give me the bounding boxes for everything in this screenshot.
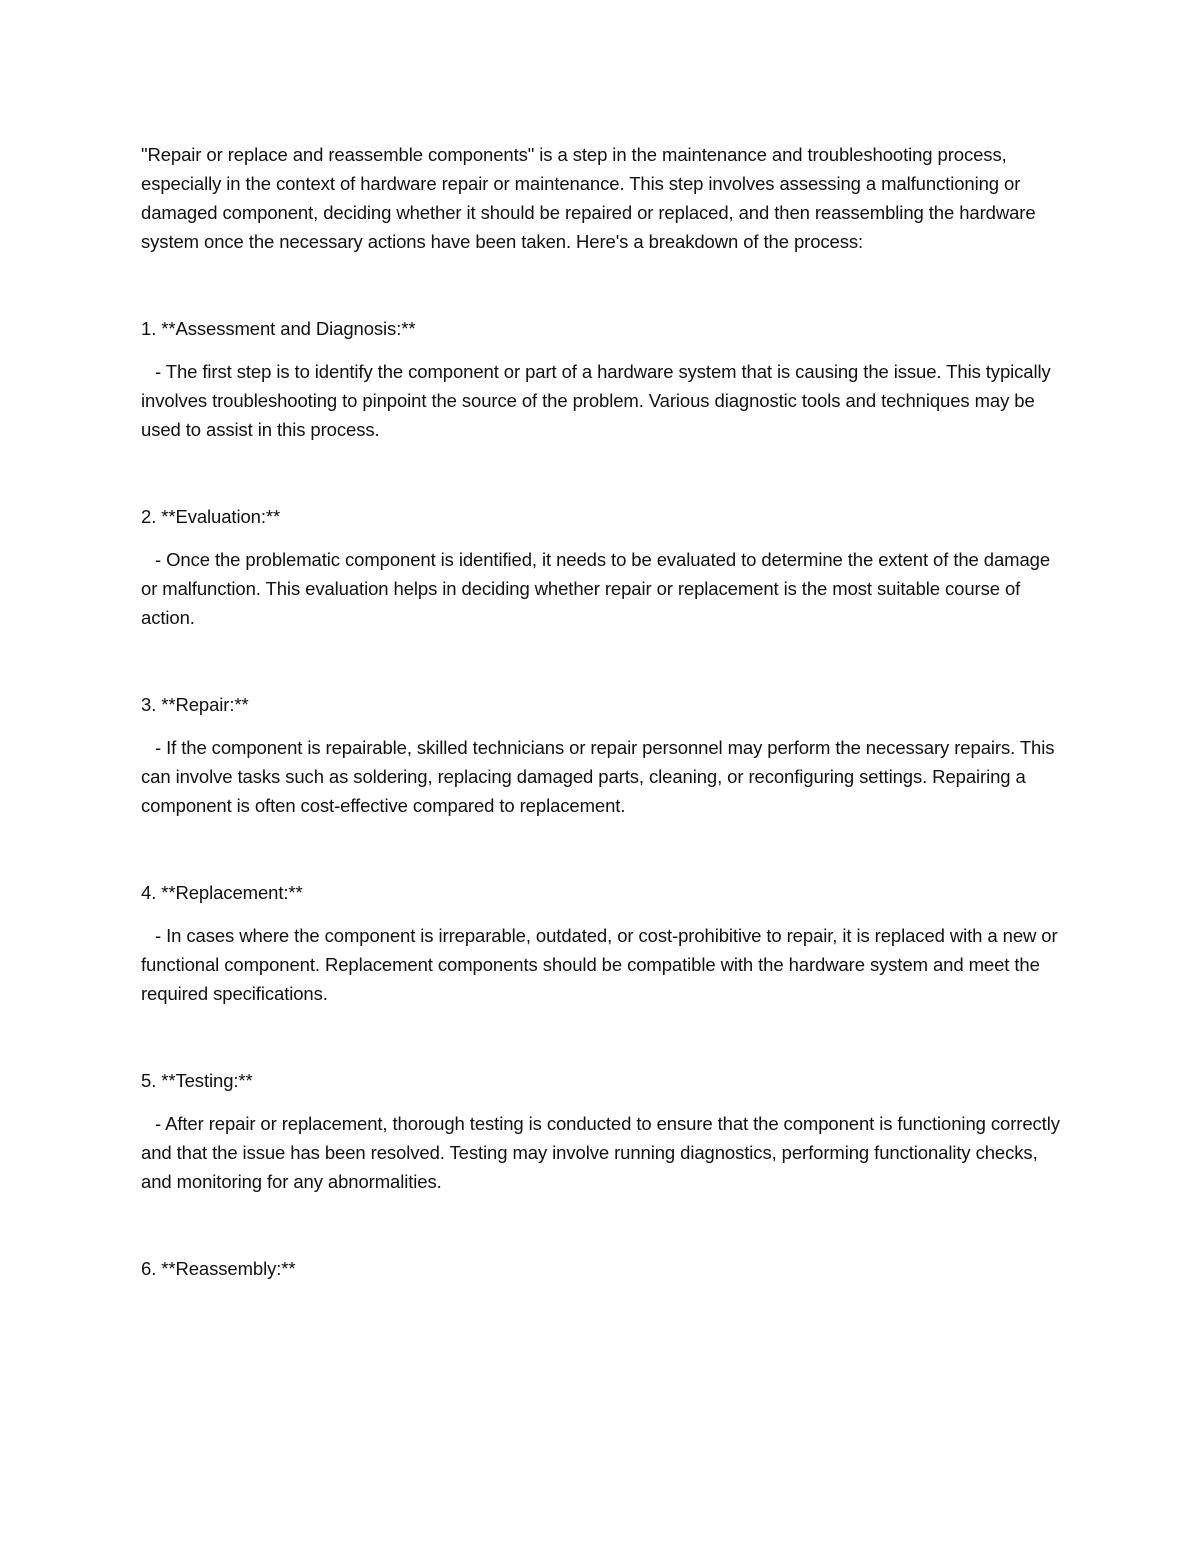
section-body: - After repair or replacement, thorough testing is conducted to ensure that the component is functioning correctly and that the issue has been resolved. Testing may involve running diagnostics, performing functionality checks, and monitoring for any abnormalities. (141, 1113, 1060, 1192)
section-heading: 5. **Testing:** (141, 1070, 253, 1091)
section-evaluation (141, 502, 1061, 632)
section-reassembly (141, 1254, 1061, 1283)
section-testing (141, 1066, 1061, 1196)
section-body: - The first step is to identify the component or part of a hardware system that is causing the issue. This typically involves troubleshooting to pinpoint the source of the problem. Various diagnostic tools and techniques may be used to assist in this process. (141, 361, 1051, 440)
section-replacement (141, 878, 1061, 1008)
section-heading: 6. **Reassembly:** (141, 1258, 296, 1279)
intro-paragraph: "Repair or replace and reassemble components" is a step in the maintenance and troubleshooting process, especially in the context of hardware repair or maintenance. This step involves assessing a malfunctioning or damaged component, deciding whether it should be repaired or replaced, and then reassembling the hardware system once the necessary actions have been taken. Here's a breakdown of the process: (141, 144, 1036, 252)
section-assessment (141, 314, 1061, 444)
section-heading: 1. **Assessment and Diagnosis:** (141, 318, 416, 339)
section-heading: 3. **Repair:** (141, 694, 249, 715)
section-body: - In cases where the component is irreparable, outdated, or cost-prohibitive to repair, it is replaced with a new or functional component. Replacement components should be compatible with the hardware system and meet the required specifications. (141, 925, 1058, 1004)
section-body: - If the component is repairable, skilled technicians or repair personnel may perform the necessary repairs. This can involve tasks such as soldering, replacing damaged parts, cleaning, or reconfiguring settings. Repairing a component is often cost-effective compared to replacement. (141, 737, 1055, 816)
section-heading: 2. **Evaluation:** (141, 506, 281, 527)
section-repair (141, 690, 1061, 820)
section-heading: 4. **Replacement:** (141, 882, 303, 903)
document-content (141, 140, 1061, 1283)
section-body: - Once the problematic component is identified, it needs to be evaluated to determine the extent of the damage or malfunction. This evaluation helps in deciding whether repair or replacement is the most suitable course of action. (141, 549, 1051, 628)
